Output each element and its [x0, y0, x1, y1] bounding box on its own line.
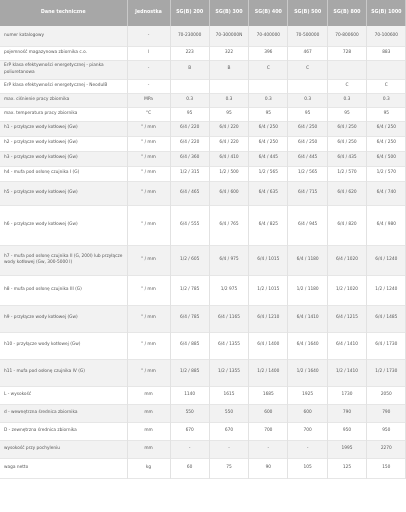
unit-cell: " / mm	[127, 166, 170, 181]
value-cell: 0.3	[367, 93, 406, 107]
value-cell: 6/4 / 445	[288, 151, 327, 166]
value-cell: B	[170, 60, 209, 79]
parameter-name-cell: L - wysokość	[0, 386, 127, 404]
header-cell: SG(B) 500	[288, 0, 327, 26]
value-cell: 1/2 975	[209, 275, 248, 305]
unit-cell: kg	[127, 458, 170, 478]
value-cell: 6/4 / 945	[288, 205, 327, 245]
value-cell: 550	[170, 404, 209, 422]
unit-cell: °C	[127, 107, 170, 121]
table-row	[0, 26, 406, 46]
value-cell: 6/4 / 1165	[209, 305, 248, 332]
table-row	[0, 440, 406, 458]
value-cell: 0.3	[288, 93, 327, 107]
value-cell: 105	[288, 458, 327, 478]
value-cell: 550	[209, 404, 248, 422]
value-cell: 6/4 / 410	[209, 151, 248, 166]
header-cell: SG(B) 400	[249, 0, 288, 26]
value-cell: 0.3	[327, 93, 366, 107]
parameter-name-cell: h8 - mufa pod osłonę czujnika III (G)	[0, 275, 127, 305]
value-cell: 1/2 / 1240	[367, 275, 406, 305]
value-cell: -	[288, 440, 327, 458]
unit-cell: -	[127, 26, 170, 46]
unit-cell: " / mm	[127, 275, 170, 305]
parameter-name-cell: pojemność magazynowa zbiornika c.o.	[0, 46, 127, 60]
value-cell: 1/2 / 570	[327, 166, 366, 181]
value-cell: 6/4 / 220	[209, 121, 248, 136]
unit-cell: " / mm	[127, 205, 170, 245]
value-cell: 700	[288, 422, 327, 440]
value-cell: 95	[170, 107, 209, 121]
value-cell: 70-800600	[327, 26, 366, 46]
value-cell: 6/4 / 1210	[249, 305, 288, 332]
value-cell: 6/4 / 975	[209, 245, 248, 275]
unit-cell: " / mm	[127, 136, 170, 151]
parameter-name-cell: ErP klasa efektywności energetycznej - pianka poliuretanowa	[0, 60, 127, 79]
value-cell: 1615	[209, 386, 248, 404]
parameter-name-cell: h1 - przyłącze wody kotłowej (Gw)	[0, 121, 127, 136]
value-cell: -	[170, 440, 209, 458]
unit-cell: mm	[127, 386, 170, 404]
value-cell: 1/2 / 570	[367, 166, 406, 181]
value-cell: 1/2 / 500	[209, 166, 248, 181]
value-cell: 150	[367, 458, 406, 478]
value-cell: 1/2 / 885	[170, 359, 209, 386]
value-cell: 0.3	[209, 93, 248, 107]
value-cell: 1/2 / 1355	[209, 359, 248, 386]
header-cell: SG(B) 200	[170, 0, 209, 26]
table-row	[0, 121, 406, 136]
parameter-name-cell: h5 - przyłącze wody kotłowej (Gw)	[0, 181, 127, 205]
value-cell: 6/4 / 220	[170, 136, 209, 151]
table-body	[0, 26, 406, 478]
value-cell: 700	[249, 422, 288, 440]
value-cell: 6/4 / 1020	[327, 245, 366, 275]
value-cell: 6/4 / 600	[209, 181, 248, 205]
value-cell: 1140	[170, 386, 209, 404]
parameter-name-cell: waga netto	[0, 458, 127, 478]
value-cell: 95	[327, 107, 366, 121]
parameter-name-cell: max. ciśnienie pracy zbiornika	[0, 93, 127, 107]
value-cell: 6/4 / 740	[367, 181, 406, 205]
value-cell: 670	[209, 422, 248, 440]
value-cell: 728	[327, 46, 366, 60]
value-cell: 6/4 / 620	[327, 181, 366, 205]
value-cell: 950	[327, 422, 366, 440]
table-row	[0, 404, 406, 422]
unit-cell: mm	[127, 440, 170, 458]
parameter-name-cell: ErP klasa efektywności energetycznej - NeodulB	[0, 79, 127, 93]
value-cell: 1685	[249, 386, 288, 404]
value-cell: 1/2 / 1015	[249, 275, 288, 305]
table-row	[0, 60, 406, 79]
header-cell: SG(B) 1000	[367, 0, 406, 26]
unit-cell: " / mm	[127, 359, 170, 386]
value-cell: 223	[170, 46, 209, 60]
value-cell: B	[209, 60, 248, 79]
value-cell: 2050	[367, 386, 406, 404]
value-cell: 6/4 / 1730	[367, 332, 406, 359]
value-cell: 1995	[327, 440, 366, 458]
value-cell	[209, 79, 248, 93]
value-cell: 6/4 / 250	[367, 136, 406, 151]
value-cell: 0.3	[249, 93, 288, 107]
value-cell: 95	[367, 107, 406, 121]
table-row	[0, 422, 406, 440]
table-row	[0, 359, 406, 386]
value-cell: 6/4 / 250	[249, 136, 288, 151]
value-cell: C	[327, 79, 366, 93]
value-cell: 1/2 / 605	[170, 245, 209, 275]
value-cell: 790	[367, 404, 406, 422]
value-cell: 75	[209, 458, 248, 478]
value-cell: 1/2 / 315	[170, 166, 209, 181]
value-cell: 6/4 / 825	[249, 205, 288, 245]
value-cell: 1/2 / 1020	[327, 275, 366, 305]
header-cell: Jednostka	[127, 0, 170, 26]
unit-cell: -	[127, 60, 170, 79]
parameter-name-cell: numer katalogowy	[0, 26, 127, 46]
value-cell: 70-300000N	[209, 26, 248, 46]
value-cell: 6/4 / 220	[209, 136, 248, 151]
value-cell: 6/4 / 1410	[288, 305, 327, 332]
unit-cell: MPa	[127, 93, 170, 107]
parameter-name-cell: h10 - przyłącze wody kotłowej (Gw)	[0, 332, 127, 359]
value-cell	[327, 60, 366, 79]
value-cell: 6/4 / 885	[170, 332, 209, 359]
unit-cell: " / mm	[127, 305, 170, 332]
value-cell: 467	[288, 46, 327, 60]
unit-cell: -	[127, 79, 170, 93]
parameter-name-cell: max. temperatura pracy zbiornika	[0, 107, 127, 121]
unit-cell: mm	[127, 422, 170, 440]
unit-cell: " / mm	[127, 181, 170, 205]
value-cell: 6/4 / 500	[367, 151, 406, 166]
value-cell: 396	[249, 46, 288, 60]
value-cell: 6/4 / 250	[367, 121, 406, 136]
value-cell: 6/4 / 250	[288, 136, 327, 151]
table-row	[0, 245, 406, 275]
value-cell: 1/2 / 1400	[249, 359, 288, 386]
value-cell: 6/4 / 1015	[249, 245, 288, 275]
unit-cell: " / mm	[127, 245, 170, 275]
value-cell: 1925	[288, 386, 327, 404]
value-cell: C	[288, 60, 327, 79]
table-row	[0, 151, 406, 166]
parameter-name-cell: h6 - przyłącze wody kotłowej (Gw)	[0, 205, 127, 245]
parameter-name-cell: h3 - przyłącze wody kotłowej (Gw)	[0, 151, 127, 166]
unit-cell: " / mm	[127, 151, 170, 166]
value-cell: 6/4 / 465	[170, 181, 209, 205]
table-row	[0, 166, 406, 181]
value-cell: 600	[288, 404, 327, 422]
parameter-name-cell: d - wewnętrzna średnica zbiornika	[0, 404, 127, 422]
parameter-name-cell: h11 - mufa pod osłonę czujnika IV (G)	[0, 359, 127, 386]
value-cell: 670	[170, 422, 209, 440]
value-cell: 6/4 / 220	[170, 121, 209, 136]
value-cell: 6/4 / 555	[170, 205, 209, 245]
value-cell: 6/4 / 1400	[249, 332, 288, 359]
value-cell: 6/4 / 1240	[367, 245, 406, 275]
value-cell: 95	[288, 107, 327, 121]
value-cell: 70-230000	[170, 26, 209, 46]
value-cell: -	[209, 440, 248, 458]
value-cell: 6/4 / 250	[327, 136, 366, 151]
header-cell: SG(B) 300	[209, 0, 248, 26]
value-cell: 6/4 / 1410	[327, 332, 366, 359]
value-cell: C	[249, 60, 288, 79]
table-row	[0, 275, 406, 305]
value-cell: 6/4 / 635	[249, 181, 288, 205]
value-cell: 6/4 / 445	[249, 151, 288, 166]
table-row	[0, 46, 406, 60]
value-cell: 6/4 / 435	[327, 151, 366, 166]
value-cell: -	[249, 440, 288, 458]
parameter-name-cell: wysokość przy pochyleniu	[0, 440, 127, 458]
unit-cell: mm	[127, 404, 170, 422]
value-cell: C	[367, 79, 406, 93]
value-cell: 6/4 / 250	[249, 121, 288, 136]
table-row	[0, 136, 406, 151]
value-cell	[249, 79, 288, 93]
value-cell: 0.3	[170, 93, 209, 107]
parameter-name-cell: h4 - mufa pod osłonę czujnika I (G)	[0, 166, 127, 181]
value-cell: 6/4 / 250	[327, 121, 366, 136]
value-cell: 790	[327, 404, 366, 422]
value-cell: 883	[367, 46, 406, 60]
table-row	[0, 181, 406, 205]
value-cell: 6/4 / 250	[288, 121, 327, 136]
value-cell: 6/4 / 1215	[327, 305, 366, 332]
parameter-name-cell: D - zewnętrzna średnica zbiornika	[0, 422, 127, 440]
value-cell: 6/4 / 1485	[367, 305, 406, 332]
value-cell: 1/2 / 565	[249, 166, 288, 181]
value-cell	[367, 60, 406, 79]
parameter-name-cell: h7 - mufa pod osłonę czujnika II (G, 200l) lub przyłącze wody kotłowej (Gw, 300-5000 l)	[0, 245, 127, 275]
value-cell: 95	[249, 107, 288, 121]
value-cell: 6/4 / 1180	[288, 245, 327, 275]
value-cell: 1/2 / 565	[288, 166, 327, 181]
value-cell: 322	[209, 46, 248, 60]
table-row	[0, 205, 406, 245]
value-cell: 6/4 / 1640	[288, 332, 327, 359]
value-cell	[288, 79, 327, 93]
value-cell: 1/2 / 1640	[288, 359, 327, 386]
table-row	[0, 79, 406, 93]
value-cell: 90	[249, 458, 288, 478]
value-cell: 6/4 / 715	[288, 181, 327, 205]
parameter-name-cell: h2 - przyłącze wody kotłowej (Gw)	[0, 136, 127, 151]
value-cell: 2270	[367, 440, 406, 458]
value-cell	[170, 79, 209, 93]
value-cell: 70-100600	[367, 26, 406, 46]
unit-cell: " / mm	[127, 332, 170, 359]
header-cell: Dane techniczne	[0, 0, 127, 26]
unit-cell: " / mm	[127, 121, 170, 136]
table-row	[0, 305, 406, 332]
value-cell: 1730	[327, 386, 366, 404]
value-cell: 125	[327, 458, 366, 478]
header-cell: SG(B) 800	[327, 0, 366, 26]
value-cell: 60	[170, 458, 209, 478]
value-cell: 950	[367, 422, 406, 440]
value-cell: 70-400000	[249, 26, 288, 46]
unit-cell: l	[127, 46, 170, 60]
value-cell: 1/2 / 785	[170, 275, 209, 305]
value-cell: 6/4 / 820	[327, 205, 366, 245]
value-cell: 6/4 / 785	[170, 305, 209, 332]
table-row	[0, 332, 406, 359]
table-row	[0, 386, 406, 404]
value-cell: 6/4 / 1355	[209, 332, 248, 359]
parameter-name-cell: h9 - przyłącze wody kotłowej (Gw)	[0, 305, 127, 332]
table-row	[0, 107, 406, 121]
value-cell: 1/2 / 1410	[327, 359, 366, 386]
value-cell: 600	[249, 404, 288, 422]
table-row	[0, 93, 406, 107]
value-cell: 6/4 / 765	[209, 205, 248, 245]
table-row	[0, 458, 406, 478]
value-cell: 1/2 / 1180	[288, 275, 327, 305]
value-cell: 95	[209, 107, 248, 121]
value-cell: 1/2 / 1730	[367, 359, 406, 386]
value-cell: 70-500000	[288, 26, 327, 46]
value-cell: 6/4 / 360	[170, 151, 209, 166]
value-cell: 6/4 / 980	[367, 205, 406, 245]
table-header-row	[0, 0, 406, 26]
